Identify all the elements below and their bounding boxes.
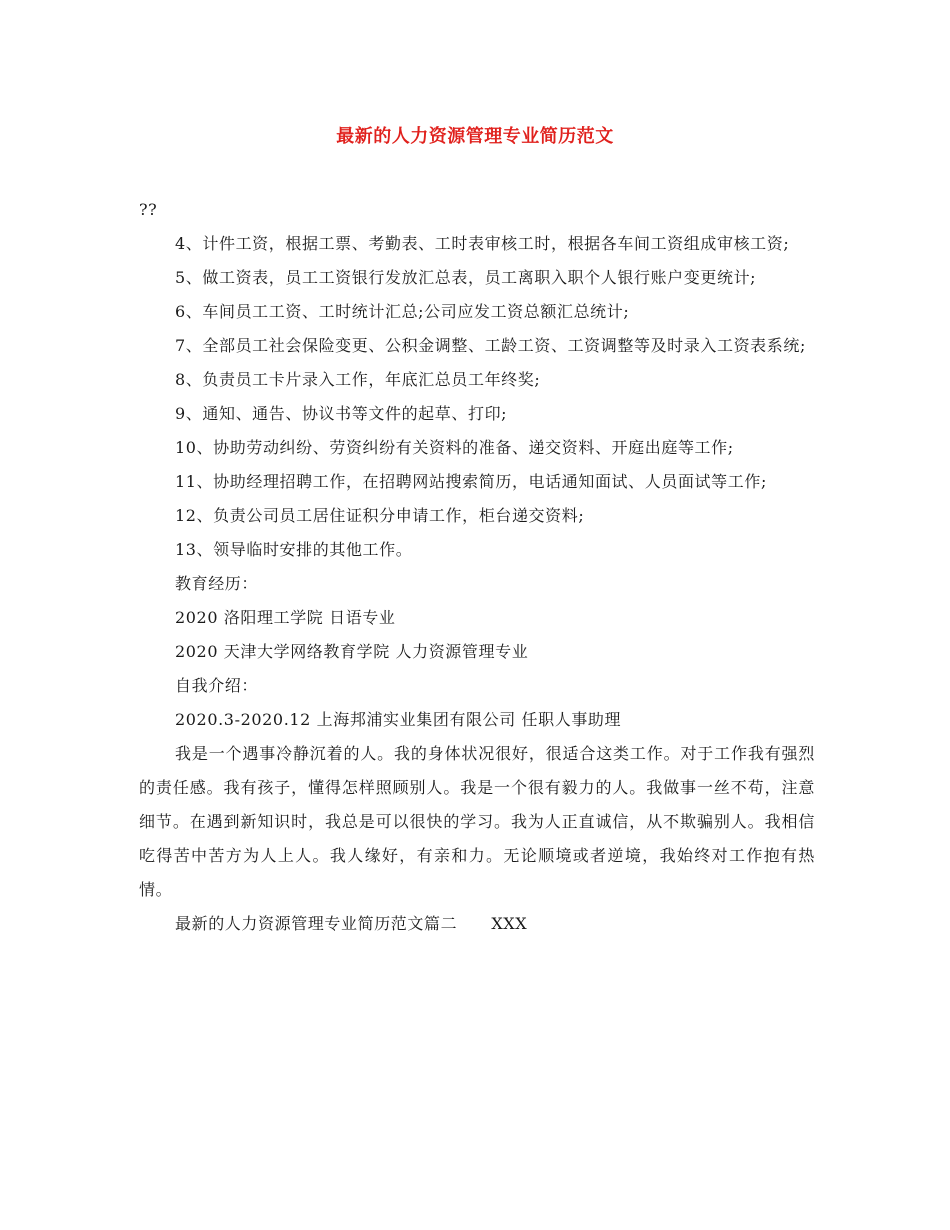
paragraph-placeholder: ?? bbox=[139, 200, 158, 219]
paragraph-duty-13: 13、领导临时安排的其他工作。 bbox=[175, 540, 413, 559]
self-intro-paragraph: 我是一个遇事冷静沉着的人。我的身体状况很好，很适合这类工作。对于工作我有强烈的责任感。我有孩子，懂得怎样照顾别人。我是一个很有毅力的人。我做事一丝不苟，注意细节。在遇到新知识时，我总是可以很快的学习。我为人正直诚信，从不欺骗别人。我相信吃得苦中苦方为人上人。我人缘好，有亲和力。无论顺境或者逆境，我始终对工作抱有热情。 bbox=[139, 744, 815, 899]
next-resume-title: 最新的人力资源管理专业简历范文篇二 XXX bbox=[175, 914, 528, 933]
document-title: 最新的人力资源管理专业简历范文 bbox=[336, 126, 614, 147]
paragraph-duty-5: 5、做工资表，员工工资银行发放汇总表，员工离职入职个人银行账户变更统计; bbox=[175, 268, 757, 287]
work-entry: 2020.3-2020.12 上海邦浦实业集团有限公司 任职人事助理 bbox=[175, 710, 622, 729]
paragraph-duty-4: 4、计件工资，根据工票、考勤表、工时表审核工时，根据各车间工资组成审核工资; bbox=[175, 234, 790, 253]
paragraph-duty-11: 11、协助经理招聘工作，在招聘网站搜索简历，电话通知面试、人员面试等工作; bbox=[175, 472, 767, 491]
paragraph-duty-8: 8、负责员工卡片录入工作，年底汇总员工年终奖; bbox=[175, 370, 541, 389]
paragraph-duty-10: 10、协助劳动纠纷、劳资纠纷有关资料的准备、递交资料、开庭出庭等工作; bbox=[175, 438, 734, 457]
paragraph-duty-7: 7、全部员工社会保险变更、公积金调整、工龄工资、工资调整等及时录入工资表系统; bbox=[175, 336, 806, 355]
paragraph-duty-12: 12、负责公司员工居住证积分申请工作，柜台递交资料; bbox=[175, 506, 585, 525]
education-entry: 2020 洛阳理工学院 日语专业 bbox=[175, 608, 396, 627]
education-heading: 教育经历： bbox=[175, 574, 259, 593]
self-intro-heading: 自我介绍： bbox=[175, 676, 259, 695]
document-body bbox=[139, 193, 815, 941]
paragraph-duty-6: 6、车间员工工资、工时统计汇总;公司应发工资总额汇总统计; bbox=[175, 302, 630, 321]
paragraph-duty-9: 9、通知、通告、协议书等文件的起草、打印; bbox=[175, 404, 508, 423]
education-entry: 2020 天津大学网络教育学院 人力资源管理专业 bbox=[175, 642, 529, 661]
